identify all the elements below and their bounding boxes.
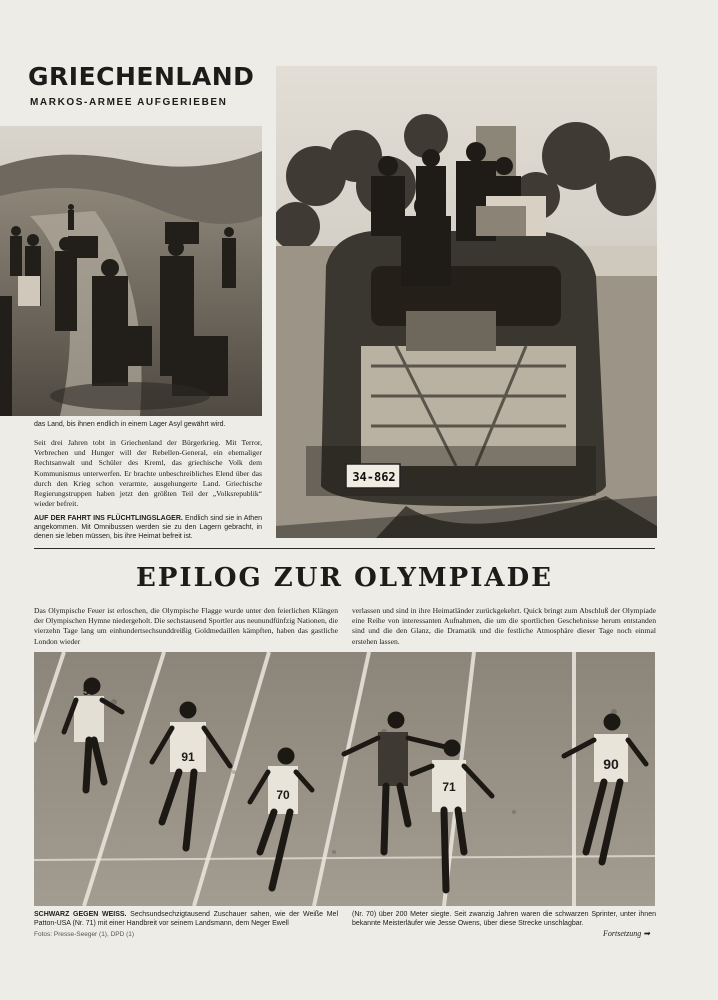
runner-bib-90: 90 xyxy=(603,756,619,772)
sprint-caption-lead: SCHWARZ GEGEN WEISS. xyxy=(34,911,127,918)
bus-caption-lead: AUF DER FAHRT INS FLÜCHTLINGSLAGER. xyxy=(34,515,183,522)
sprint-caption-text: Sechsundsechzigtausend Zuschauer sahen, wie der Weiße Mel Patton-USA (Nr. 71) mit einer Handbreit vor seinem Landsmann, dem Neger Ewell xyxy=(34,911,338,927)
section-title-olympia: EPILOG ZUR OLYMPIADE xyxy=(136,563,553,593)
left-photo-caption: das Land, bis ihnen endlich in einem Lager Asyl gewährt wird. xyxy=(34,421,226,428)
runner-bib-71: 71 xyxy=(442,780,456,794)
sprint-caption-right: (Nr. 70) über 200 Meter siegte. Seit zwanzig Jahren waren die schwarzen Sprinter, unter ihnen bekannte Meisterläufer wie Jesse Owens, über diese Strecke unschlagbar. xyxy=(352,911,656,927)
section-subtitle: MARKOS-ARMEE AUFGERIEBEN xyxy=(30,97,228,108)
refugees-walking-photo xyxy=(0,126,262,416)
bus-caption-text: Endlich sind sie in Athen angekommen. Mit Omnibussen werden sie zu den Lagern gebracht, in denen sie leben müssen, bis ihre Heimat befreit ist. xyxy=(34,515,262,540)
continue-link[interactable]: Fortsetzung ➡ xyxy=(603,929,650,938)
runner-bib-91: 91 xyxy=(181,750,195,764)
sprint-caption-left xyxy=(34,910,338,928)
photo-credit: Fotos: Presse-Seeger (1), DPD (1) xyxy=(34,931,135,938)
bus-photo-caption xyxy=(34,514,262,541)
sprint-race-photo xyxy=(34,652,655,906)
runner-bib-70: 70 xyxy=(276,788,290,802)
olympia-intro-left: Das Olympische Feuer ist erloschen, die Olympische Flagge wurde unter den feierlichen Klängen der Olympischen Hymne niedergeholt. Die sechstausend Sportler aus neunundfünfzig Nationen, die vierzehn Tage lang um einhundertsechsunddreißig Goldmedaillen kämpften, haben das gastliche London wieder xyxy=(34,606,338,646)
section-divider xyxy=(34,548,655,549)
runner-bib-50: 50 xyxy=(82,686,96,698)
olympia-intro-right: verlassen und sind in ihre Heimatländer zurückgekehrt. Quick bringt zum Abschluß der Olympiade eine Reihe von interessanten Aufnahmen, die um die sportlichen Geschehnisse herum entstanden sind und die den Glanz, die Dramatik und die festliche Atmosphäre dieser Tage noch einmal erstehen lassen. xyxy=(352,606,656,646)
refugee-bus-photo xyxy=(276,66,657,538)
section-title-greece: GRIECHENLAND xyxy=(28,62,255,91)
greece-article-body: Seit drei Jahren tobt in Griechenland der Bürgerkrieg. Mit Terror, Verbrechen und Hunger will der Rebellen-General, ein ehemaliger Rechtsanwalt und Schüler des Kreml, das griechische Volk dem Kommunismus unterwerfen. Er brachte unbeschreibliches Elend über das durch den Krieg schon verarmte, ausgehungerte Land. Griechische Regierungstruppen haben jetzt den größten Teil der „Volksrepublik“ wieder befreit. xyxy=(34,438,262,509)
bus-license-plate: 34-862 xyxy=(352,470,396,484)
